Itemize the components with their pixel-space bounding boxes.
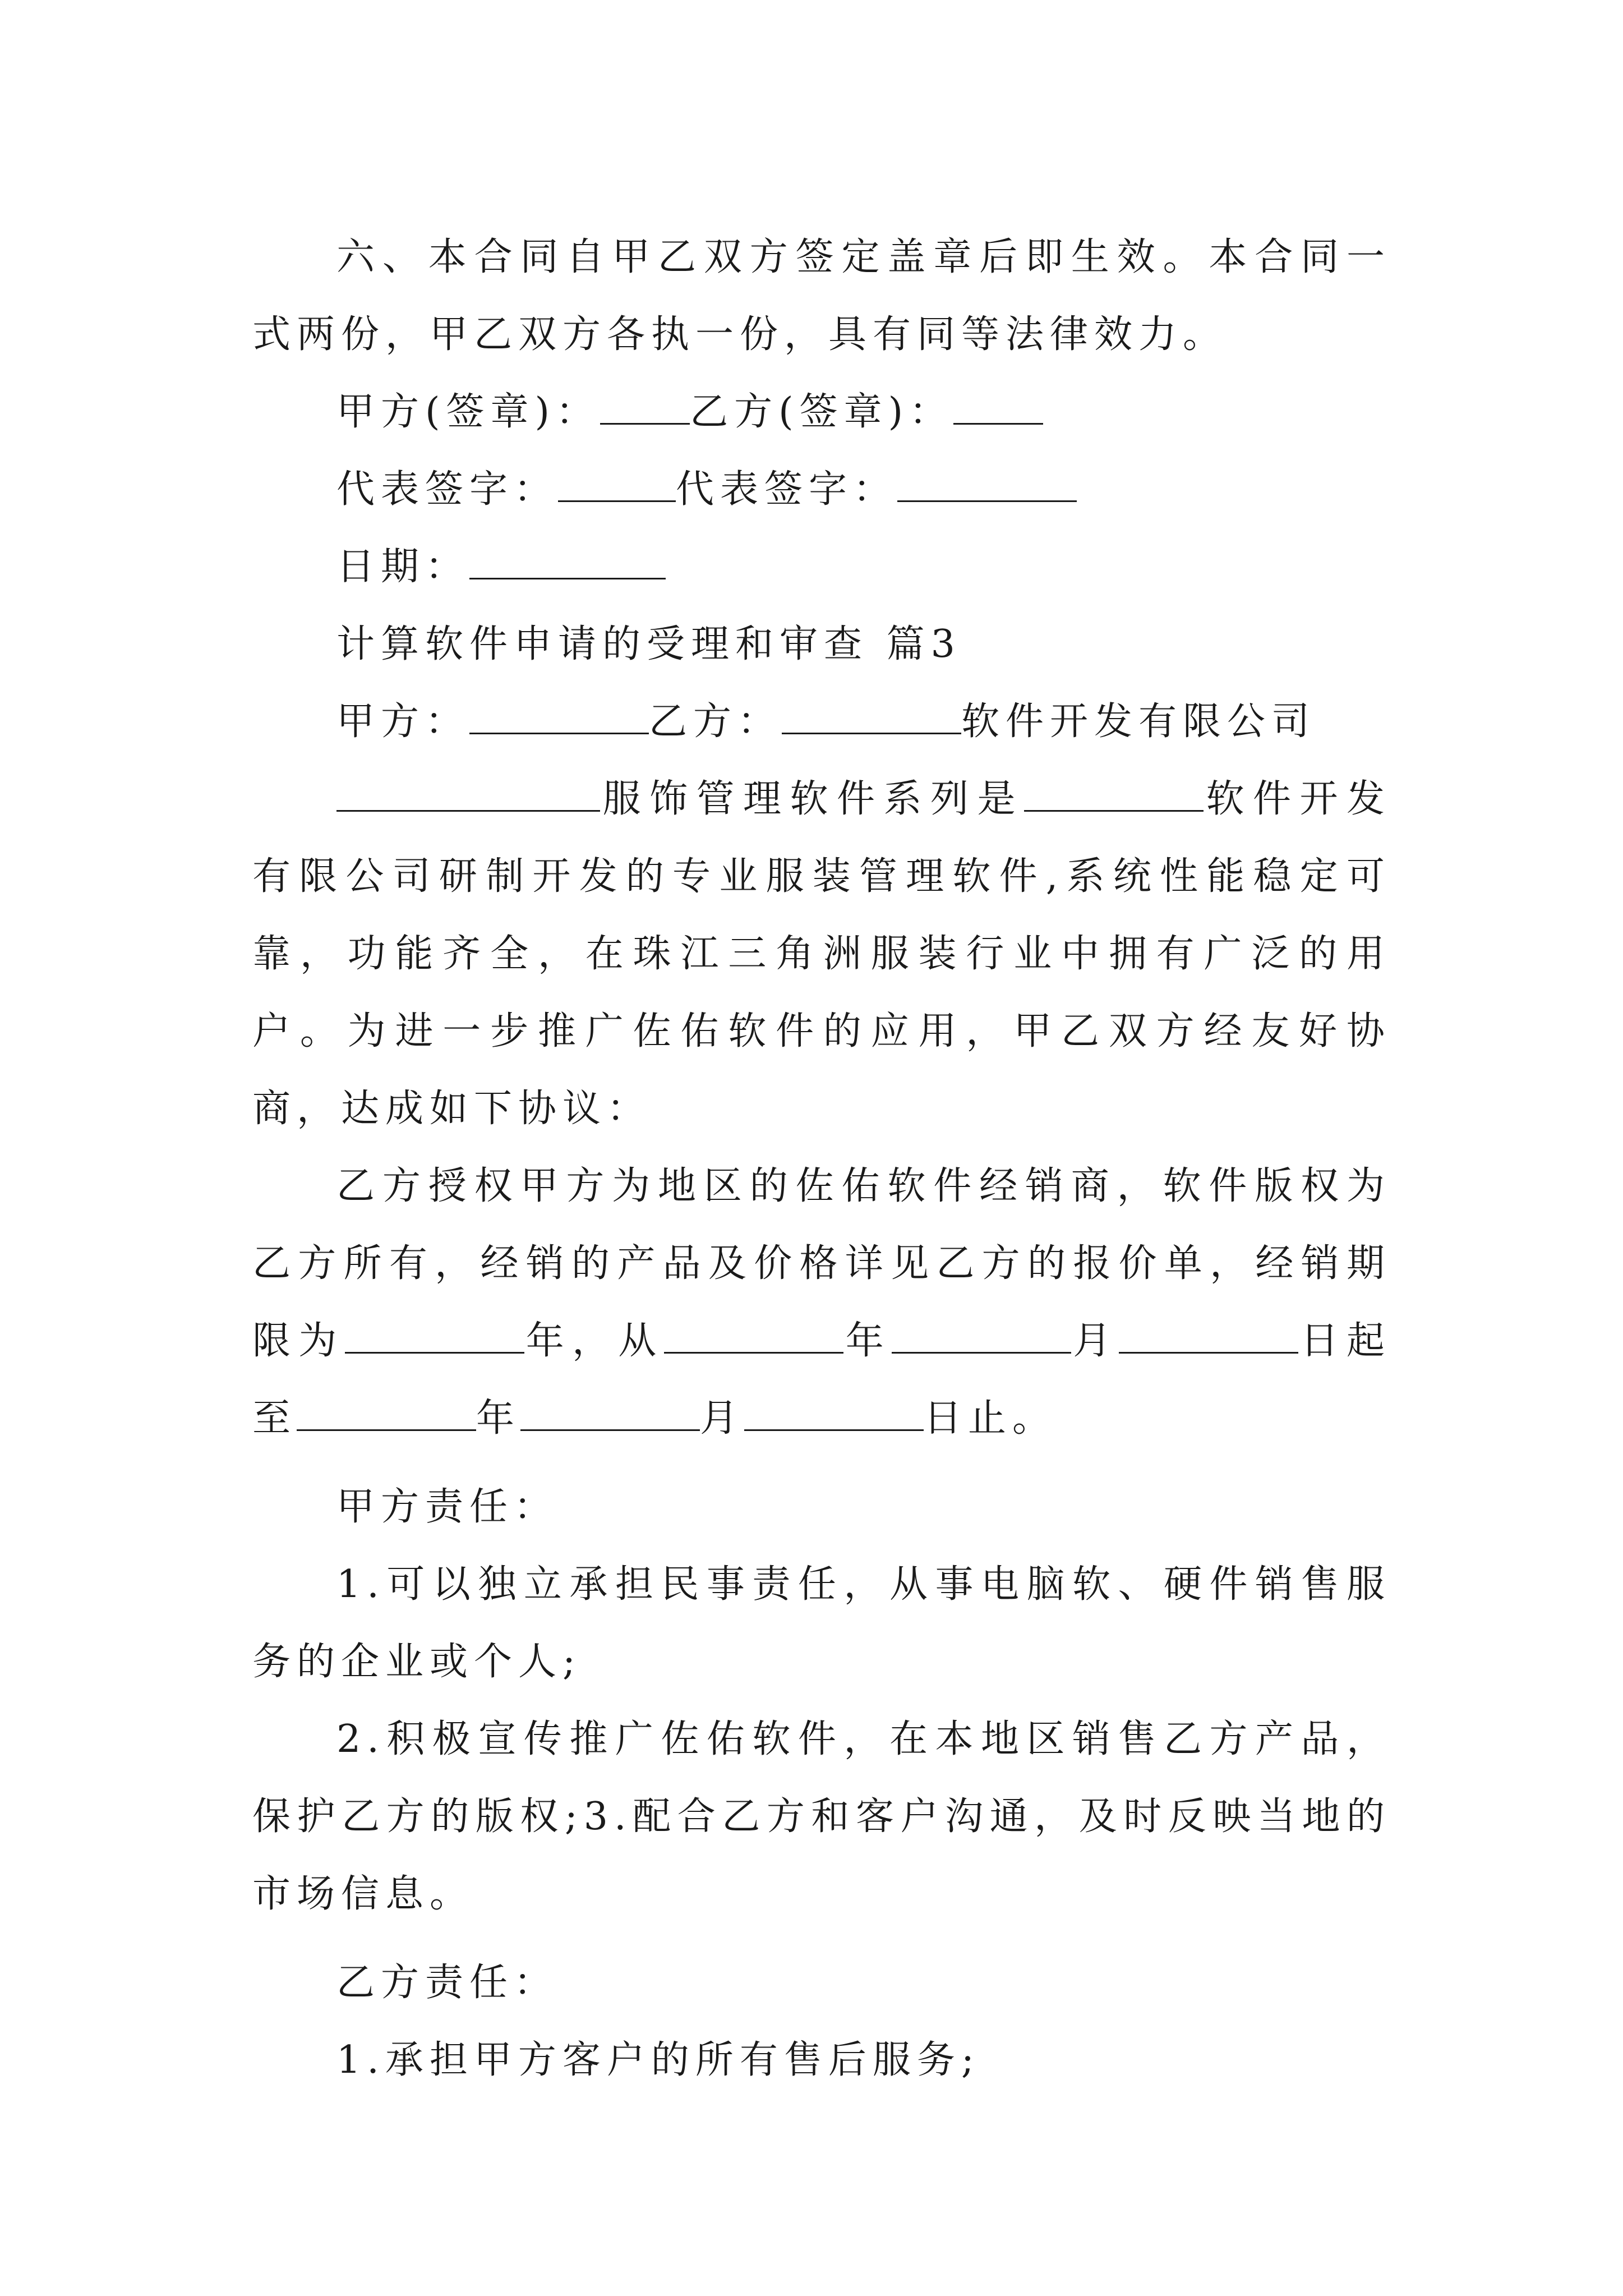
parties-line [252,683,1391,761]
start-year-blank [664,1319,843,1354]
party-b-rep-blank [897,468,1077,502]
end-month-blank [520,1397,700,1431]
party-a-blank [469,700,649,734]
start-day-blank [1119,1319,1298,1354]
authorization-text: 乙方授权甲方为地区的佐佑软件经销商，软件版权为乙方所有，经销的产品及价格详见乙方的报价单，经销期限为 [252,1164,1391,1363]
start-day-label: 日起至 [252,1319,1391,1441]
paragraph-authorization [252,1148,1391,1457]
party-a-rep-blank [558,468,676,502]
party-a-label: 甲方： [336,700,470,744]
start-month-label: 月 [1071,1319,1119,1363]
date-label: 日期： [336,545,470,589]
date-blank [469,545,666,579]
party-a-rep-label: 代表签字： [336,467,559,512]
paragraph-intro [252,761,1391,1148]
end-day-label: 日止。 [924,1396,1057,1441]
product-blank [336,777,600,812]
document-body [252,219,1391,2099]
section-heading: 计算软件申请的受理和审查 篇3 [336,622,961,666]
end-day-blank [744,1397,924,1431]
party-a-seal-blank [600,390,690,425]
party-a-responsibility-1: 1.可以独立承担民事责任，从事电脑软、硬件销售服务的企业或个人; [252,1562,1391,1684]
signature-line [252,374,1391,451]
paragraph-effective-clause: 六、本合同自甲乙双方签定盖章后即生效。本合同一式两份，甲乙双方各执一份，具有同等法律效力。 [252,235,1391,357]
party-b-suffix: 软件开发有限公司 [961,700,1316,744]
party-b-responsibility-title: 乙方责任： [336,1961,559,2005]
party-b-seal-blank [953,390,1043,425]
party-a-responsibility-2: 2.积极宣传推广佐佑软件，在本地区销售乙方产品，保护乙方的版权;3.配合乙方和客户沟通，及时反映当地的市场信息。 [252,1717,1391,1916]
start-month-blank [892,1319,1071,1354]
end-month-label: 月 [700,1396,745,1441]
intro-rest-text: 软件开发有限公司研制开发的专业服装管理软件,系统性能稳定可靠，功能齐全，在珠江三角洲服装行业中拥有广泛的用户。为进一步推广佐佑软件的应用，甲乙双方经友好协商，达成如下协议： [252,777,1391,1131]
intro-mid-text: 服饰管理软件系列是 [600,777,1024,821]
party-a-seal-label: 甲方(签章)： [336,390,601,434]
party-b-label: 乙方： [649,700,782,744]
term-years-blank [345,1319,524,1354]
party-b-rep-label: 代表签字： [676,467,898,512]
company-blank [1024,777,1204,812]
end-year-label: 年 [476,1396,521,1441]
party-b-blank [782,700,961,734]
party-b-seal-label: 乙方(签章)： [690,390,954,434]
term-years-label: 年，从 [524,1319,665,1363]
party-a-responsibility-title: 甲方责任： [336,1485,559,1529]
representative-line [252,451,1391,528]
start-year-label: 年 [843,1319,892,1363]
date-line [252,528,1391,606]
end-year-blank [297,1397,476,1431]
party-b-responsibility-1: 1.承担甲方客户的所有售后服务; [336,2038,980,2082]
